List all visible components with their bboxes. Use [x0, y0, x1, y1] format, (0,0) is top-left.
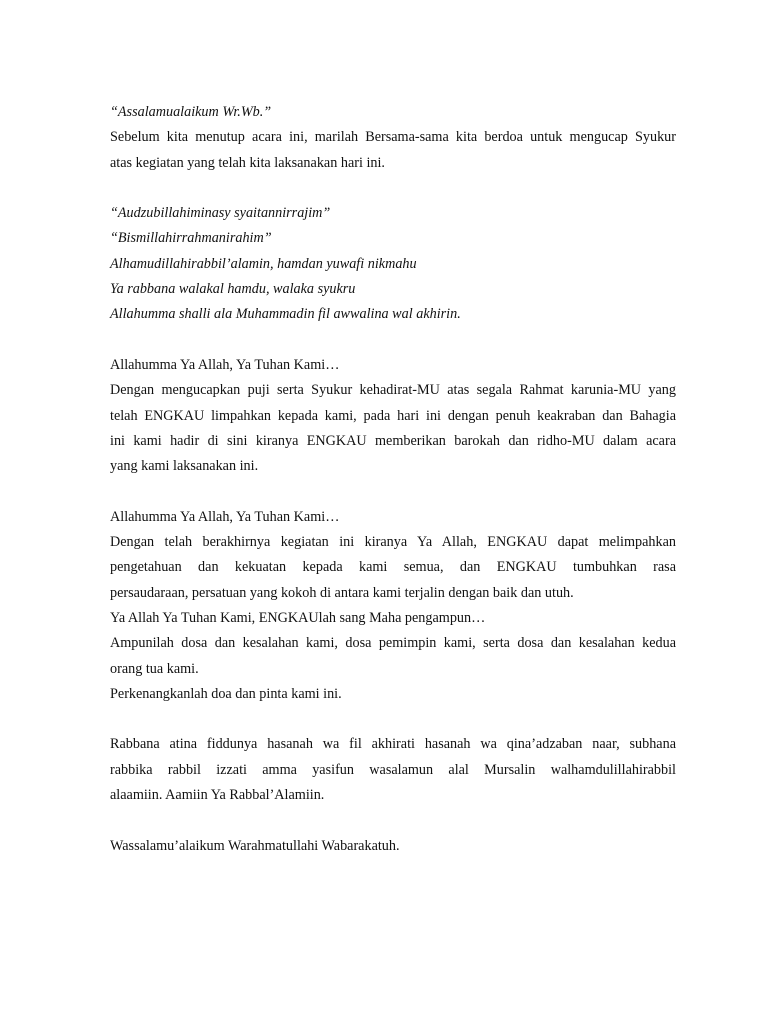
section2-line: Dengan telah berakhirnya kegiatan ini kiranya Ya Allah, ENGKAU dapat melimpahkan [110, 534, 676, 551]
document-body [110, 100, 676, 859]
closing-prayer-line: rabbika rabbil izzati amma yasifun wasalamun alal Mursalin walhamdulillahirabbil [110, 761, 676, 778]
paragraph-gap [110, 176, 676, 201]
prayer-opening-line: “Audzubillahiminasy syaitannirrajim” [110, 205, 331, 222]
section1-line: yang kami laksanakan ini. [110, 458, 259, 475]
section2-line: Ampunilah dosa dan kesalahan kami, dosa pemimpin kami, serta dosa dan kesalahan kedua [110, 635, 676, 652]
section1-line: Dengan mengucapkan puji serta Syukur kehadirat-MU atas segala Rahmat karunia-MU yang [110, 382, 676, 399]
section1-line: telah ENGKAU limpahkan kepada kami, pada hari ini dengan penuh keakraban dan Bahagia [110, 407, 676, 424]
opening-greeting: “Assalamualaikum Wr.Wb.” [110, 104, 272, 120]
intro-line: atas kegiatan yang telah kita laksanakan hari ini. [110, 154, 385, 171]
closing-prayer-line: alaamiin. Aamiin Ya Rabbal’Alamiin. [110, 787, 325, 804]
prayer-opening-line: “Bismillahirrahmanirahim” [110, 230, 272, 247]
paragraph-gap [110, 479, 676, 504]
section1-heading: Allahumma Ya Allah, Ya Tuhan Kami… [110, 356, 340, 373]
prayer-opening-line: Allahumma shalli ala Muhammadin fil awwalina wal akhirin. [110, 306, 461, 323]
closing-prayer-line: Rabbana atina fiddunya hasanah wa fil akhirati hasanah wa qina’adzaban naar, subhana [110, 736, 676, 753]
paragraph-gap [110, 328, 676, 353]
section2-line: orang tua kami. [110, 660, 199, 677]
paragraph-gap [110, 707, 676, 732]
section2-line: persaudaraan, persatuan yang kokoh di antara kami terjalin dengan baik dan utuh. [110, 584, 574, 601]
section2-line: pengetahuan dan kekuatan kepada kami semua, dan ENGKAU tumbuhkan rasa [110, 559, 676, 576]
intro-line: Sebelum kita menutup acara ini, marilah Bersama-sama kita berdoa untuk mengucap Syukur [110, 129, 676, 146]
prayer-opening-line: Alhamudillahirabbil’alamin, hamdan yuwafi nikmahu [110, 255, 417, 272]
section2-heading: Allahumma Ya Allah, Ya Tuhan Kami… [110, 508, 340, 525]
paragraph-gap [110, 808, 676, 833]
farewell-line: Wassalamu’alaikum Warahmatullahi Wabarakatuh. [110, 837, 400, 854]
section2-line: Perkenangkanlah doa dan pinta kami ini. [110, 685, 342, 702]
section1-line: ini kami hadir di sini kiranya ENGKAU memberikan barokah dan ridho-MU dalam acara [110, 432, 676, 449]
section2-line: Ya Allah Ya Tuhan Kami, ENGKAUlah sang Maha pengampun… [110, 609, 486, 626]
prayer-opening-line: Ya rabbana walakal hamdu, walaka syukru [110, 281, 356, 298]
